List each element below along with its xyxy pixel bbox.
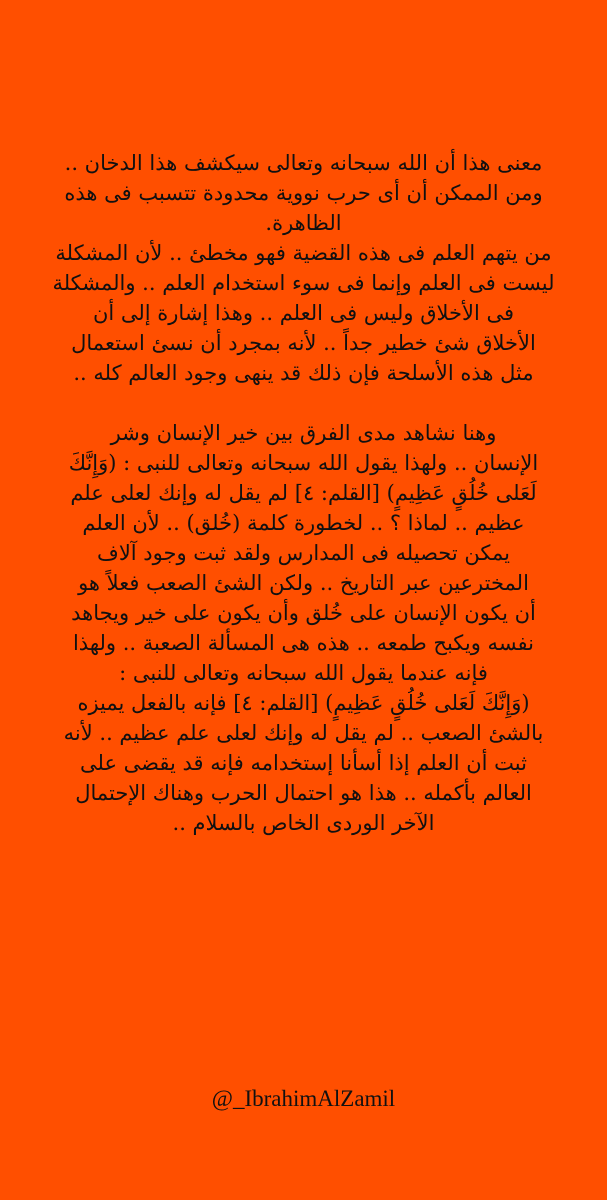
paragraph-gap (14, 388, 593, 418)
text-line: (وَإِنَّكَ لَعَلى خُلُقٍ عَظِيمٍ) [القلم: ٤] فإنه بالفعل يميزه (77, 691, 530, 715)
text-line: فإنه عندما يقول الله سبحانه وتعالى للنبى : (119, 661, 488, 685)
text-line: مثل هذه الأسلحة فإن ذلك قد ينهى وجود العالم كله .. (73, 361, 534, 385)
text-line: لَعَلى خُلُقٍ عَظِيمٍ) [القلم: ٤] لم يقل له وإنك لعلى علم (70, 481, 537, 505)
paragraph-smoke (14, 148, 593, 238)
text-line: الظاهرة. (265, 211, 342, 235)
text-line: بالشئ الصعب .. لم يقل له وإنك لعلى علم عظيم .. لأنه (63, 721, 544, 745)
paragraph-character (14, 418, 593, 838)
text-line: يمكن تحصيله فى المدارس ولقد ثبت وجود آلاف (97, 541, 510, 565)
text-line: أن يكون الإنسان على خُلق وأن يكون على خير ويجاهد (71, 601, 536, 625)
text-line: فى الأخلاق وليس فى العلم .. وهذا إشارة إلى أن (92, 301, 515, 325)
article-text (14, 148, 593, 838)
text-line: وهنا نشاهد مدى الفرق بين خير الإنسان وشر (110, 421, 497, 445)
text-line: الأخلاق شئ خطير جداً .. لأنه بمجرد أن نسئ استعمال (71, 331, 536, 355)
text-line: العالم بأكمله .. هذا هو احتمال الحرب وهناك الإحتمال (75, 781, 532, 805)
author-handle: @_IbrahimAlZamil (211, 1086, 396, 1111)
text-line: الإنسان .. ولهذا يقول الله سبحانه وتعالى للنبى : (وَإِنَّكَ (68, 451, 539, 475)
text-line: المخترعين عبر التاريخ .. ولكن الشئ الصعب فعلاً هو (78, 571, 529, 595)
text-line: ليست فى العلم وإنما فى سوء استخدام العلم .. والمشكلة (52, 271, 555, 295)
text-line: معنى هذا أن الله سبحانه وتعالى سيكشف هذا الدخان .. (64, 151, 543, 175)
text-line: الآخر الوردى الخاص بالسلام .. (172, 811, 435, 835)
text-line: من يتهم العلم فى هذه القضية فهو مخطئ .. لأن المشكلة (55, 241, 552, 265)
text-line: عظيم .. لماذا ؟ .. لخطورة كلمة (خُلق) .. لأن العلم (82, 511, 525, 535)
text-line: ثبت أن العلم إذا أسأنا إستخدامه فإنه قد يقضى على (80, 751, 527, 775)
text-line: نفسه ويكبح طمعه .. هذه هى المسألة الصعبة .. ولهذا (72, 631, 535, 655)
paragraph-ethics (14, 238, 593, 388)
text-line: ومن الممكن أن أى حرب نووية محدودة تتسبب فى هذه (64, 181, 543, 205)
